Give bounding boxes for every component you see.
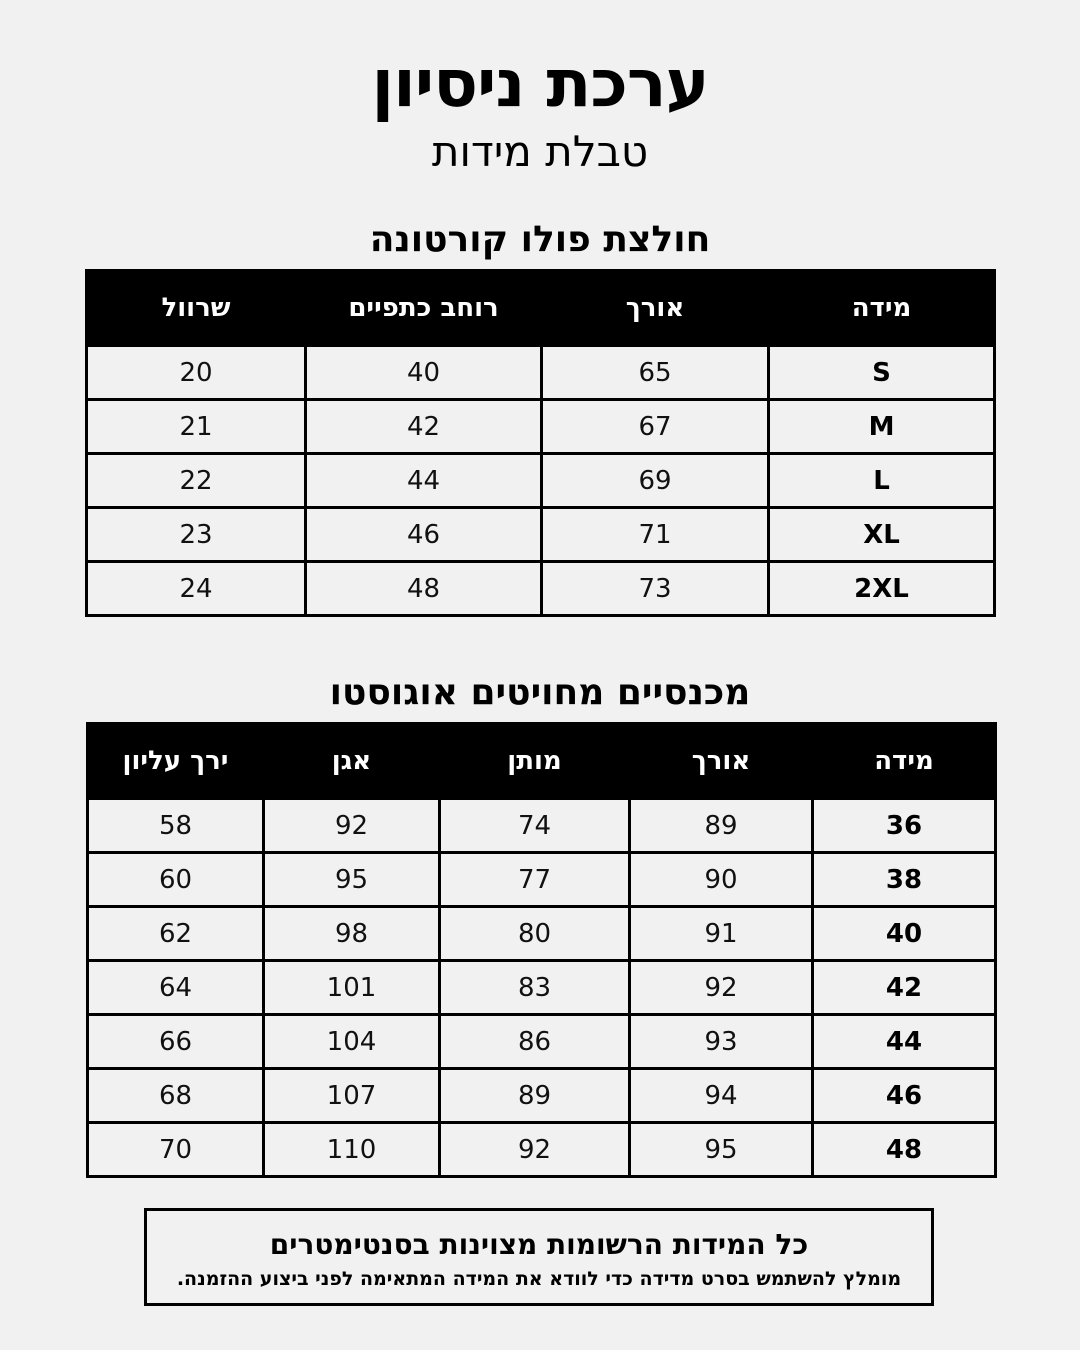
table-row bbox=[88, 1069, 996, 1123]
hip-cell: 104 bbox=[264, 1015, 440, 1069]
sleeve-cell: 23 bbox=[87, 508, 306, 562]
column-header: רוחב כתפיים bbox=[306, 271, 542, 346]
length-cell: 92 bbox=[630, 961, 813, 1015]
size-cell: 44 bbox=[813, 1015, 996, 1069]
column-header: מידה bbox=[813, 724, 996, 799]
shoulder-width-cell: 48 bbox=[306, 562, 542, 616]
waist-cell: 80 bbox=[440, 907, 630, 961]
shoulder-width-cell: 46 bbox=[306, 508, 542, 562]
note-title: כל המידות הרשומות מצוינות בסנטימטרים bbox=[269, 1228, 809, 1261]
upper-thigh-cell: 62 bbox=[88, 907, 264, 961]
upper-thigh-cell: 58 bbox=[88, 799, 264, 853]
size-cell: 2XL bbox=[769, 562, 995, 616]
length-cell: 94 bbox=[630, 1069, 813, 1123]
length-cell: 91 bbox=[630, 907, 813, 961]
sleeve-cell: 22 bbox=[87, 454, 306, 508]
length-cell: 71 bbox=[542, 508, 769, 562]
waist-cell: 83 bbox=[440, 961, 630, 1015]
table-row bbox=[88, 907, 996, 961]
size-cell: L bbox=[769, 454, 995, 508]
hip-cell: 101 bbox=[264, 961, 440, 1015]
table-row bbox=[88, 853, 996, 907]
page-title: ערכת ניסיון bbox=[371, 45, 709, 122]
shoulder-width-cell: 40 bbox=[306, 346, 542, 400]
size-cell: XL bbox=[769, 508, 995, 562]
size-cell: 38 bbox=[813, 853, 996, 907]
length-cell: 67 bbox=[542, 400, 769, 454]
upper-thigh-cell: 66 bbox=[88, 1015, 264, 1069]
table-row bbox=[87, 454, 995, 508]
measurement-note-box bbox=[144, 1208, 934, 1306]
length-cell: 65 bbox=[542, 346, 769, 400]
table-row bbox=[88, 799, 996, 853]
waist-cell: 86 bbox=[440, 1015, 630, 1069]
table-row bbox=[88, 961, 996, 1015]
sleeve-cell: 20 bbox=[87, 346, 306, 400]
waist-cell: 89 bbox=[440, 1069, 630, 1123]
upper-thigh-cell: 64 bbox=[88, 961, 264, 1015]
column-header: אגן bbox=[264, 724, 440, 799]
table-row bbox=[87, 400, 995, 454]
size-cell: 36 bbox=[813, 799, 996, 853]
size-cell: 46 bbox=[813, 1069, 996, 1123]
note-text: מומלץ להשתמש בסרט מדידה כדי לוודא את המידה המתאימה לפני ביצוע ההזמנה. bbox=[176, 1268, 902, 1290]
hip-cell: 98 bbox=[264, 907, 440, 961]
column-header: שרוול bbox=[87, 271, 306, 346]
shirt-table-title: חולצת פולו קורטונה bbox=[369, 219, 711, 260]
table-row bbox=[87, 508, 995, 562]
table-row bbox=[87, 346, 995, 400]
size-cell: 48 bbox=[813, 1123, 996, 1177]
hip-cell: 107 bbox=[264, 1069, 440, 1123]
pants-table-title: מכנסיים מחויטים אוגוסטו bbox=[329, 672, 751, 713]
shirt-size-table bbox=[85, 269, 996, 617]
length-cell: 89 bbox=[630, 799, 813, 853]
upper-thigh-cell: 70 bbox=[88, 1123, 264, 1177]
page-subtitle: טבלת מידות bbox=[431, 127, 649, 176]
length-cell: 69 bbox=[542, 454, 769, 508]
length-cell: 73 bbox=[542, 562, 769, 616]
waist-cell: 92 bbox=[440, 1123, 630, 1177]
hip-cell: 110 bbox=[264, 1123, 440, 1177]
size-cell: 42 bbox=[813, 961, 996, 1015]
column-header: אורך bbox=[630, 724, 813, 799]
column-header: מידה bbox=[769, 271, 995, 346]
pants-size-table bbox=[86, 722, 997, 1178]
table-header-row bbox=[88, 724, 996, 799]
waist-cell: 74 bbox=[440, 799, 630, 853]
hip-cell: 92 bbox=[264, 799, 440, 853]
shoulder-width-cell: 42 bbox=[306, 400, 542, 454]
sleeve-cell: 24 bbox=[87, 562, 306, 616]
table-row bbox=[88, 1123, 996, 1177]
upper-thigh-cell: 60 bbox=[88, 853, 264, 907]
length-cell: 90 bbox=[630, 853, 813, 907]
size-cell: S bbox=[769, 346, 995, 400]
waist-cell: 77 bbox=[440, 853, 630, 907]
column-header: ירך עליון bbox=[88, 724, 264, 799]
hip-cell: 95 bbox=[264, 853, 440, 907]
column-header: אורך bbox=[542, 271, 769, 346]
length-cell: 93 bbox=[630, 1015, 813, 1069]
table-row bbox=[88, 1015, 996, 1069]
upper-thigh-cell: 68 bbox=[88, 1069, 264, 1123]
sleeve-cell: 21 bbox=[87, 400, 306, 454]
size-cell: M bbox=[769, 400, 995, 454]
table-header-row bbox=[87, 271, 995, 346]
length-cell: 95 bbox=[630, 1123, 813, 1177]
shoulder-width-cell: 44 bbox=[306, 454, 542, 508]
column-header: מותן bbox=[440, 724, 630, 799]
size-cell: 40 bbox=[813, 907, 996, 961]
table-row bbox=[87, 562, 995, 616]
